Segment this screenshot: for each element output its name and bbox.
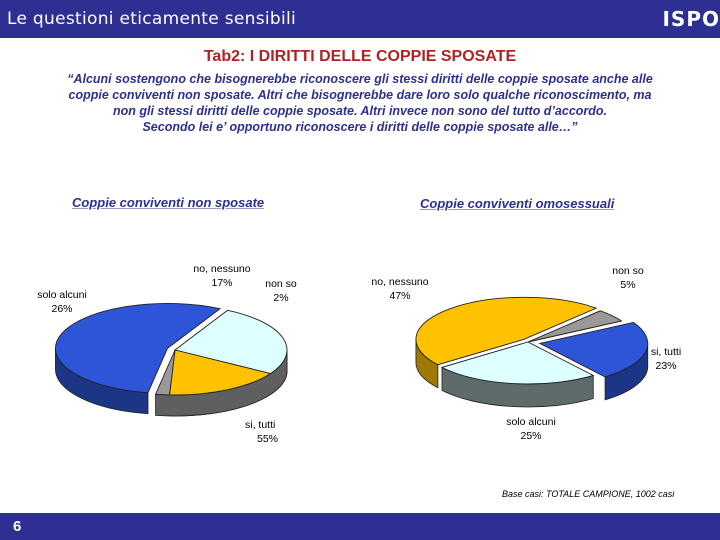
chart-title-non-sposate: Coppie conviventi non sposate (72, 195, 265, 210)
slice-value-solo-alcuni: 25% (520, 430, 542, 442)
question-line: non gli stessi diritti delle coppie sposate. Altri invece non sono del tutto d’accordo. (112, 104, 608, 118)
question-line: “Alcuni sostengono che bisognerebbe riconoscere gli stessi diritti delle coppie sposate anche alle (67, 72, 653, 86)
slice-value-solo-alcuni: 26% (51, 303, 73, 315)
brand-logo-text: ISPO (662, 7, 720, 31)
table-title: Tab2: I DIRITTI DELLE COPPIE SPOSATE (203, 48, 517, 65)
slice-name-solo-alcuni: solo alcuni (506, 416, 556, 428)
slice-value-si-tutti: 23% (655, 360, 677, 372)
slice-value-non-so: 5% (620, 279, 636, 291)
slice-name-no-nessuno: no, nessuno (371, 276, 429, 288)
slice-name-si-tutti: si, tutti (650, 346, 682, 358)
header-title: Le questioni eticamente sensibili (7, 9, 297, 29)
slice-name-non-so: non so (265, 278, 297, 290)
slice-value-no-nessuno: 47% (389, 290, 411, 302)
question-line: coppie conviventi non sposate. Altri che bisognerebbe dare loro solo qualche riconoscimento, ma (68, 88, 652, 102)
slice-name-si-tutti: si, tutti (245, 419, 276, 431)
slice-name-no-nessuno: no, nessuno (193, 263, 251, 275)
slice-name-solo-alcuni: solo alcuni (37, 289, 87, 301)
pie-chart-coppie-conviventi-non-sposate (37, 263, 297, 445)
slice-value-no-nessuno: 17% (211, 277, 233, 289)
slice-value-si-tutti: 55% (257, 433, 279, 445)
pie-chart-coppie-conviventi-omosessuali (371, 265, 681, 442)
chart-title-omosessuali: Coppie conviventi omosessuali (420, 196, 615, 211)
slice-value-non-so: 2% (273, 292, 289, 304)
slice-name-non-so: non so (612, 265, 644, 277)
footer-bar (0, 513, 720, 540)
question-line: Secondo lei e’ opportuno riconoscere i diritti delle coppie sposate alle…” (142, 120, 578, 134)
page-number: 6 (13, 518, 22, 535)
base-note: Base casi: TOTALE CAMPIONE, 1002 casi (502, 489, 675, 499)
